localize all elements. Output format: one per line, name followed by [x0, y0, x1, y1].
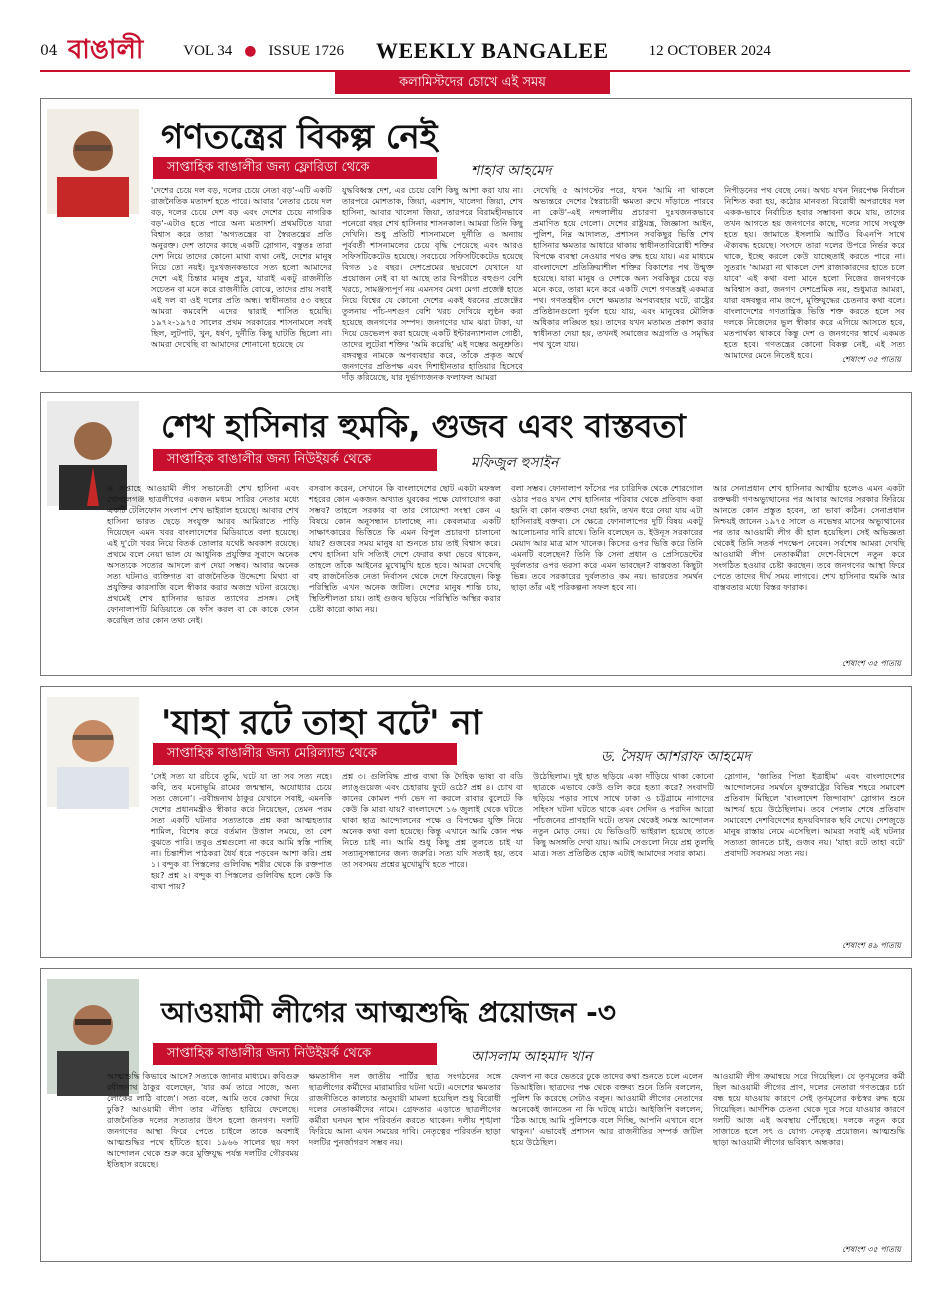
publication-logo: বাঙালী: [67, 35, 144, 65]
body-column: যুদ্ধবিধ্বস্ত দেশ, এর চেয়ে বেশি কিছু আশা করা যায় না। তারপরে মোশতাক, জিয়া, এরশাদ, খালেদা জিয়া, শেখ হাসিনা, আবার খালেদা জিয়া, তারপরে বিরামহীনভাবে পনেরো বছর শেখ হাসিনার শাসনকাল। আমরা তিনি কিছু দেখিনি। শুধু প্রতিটি শাসনামলে দুর্নীতি ও অন্যায় পূর্ববর্তী শাসনামলের চেয়ে বৃদ্ধি পেয়েছে এবং আরও সফিসটিকেটেড হয়েছে। সবচেয়ে সফিসটিকেটেড হয়েছে বিগত ১৫ বছর। দেশপ্রেমের ছদ্মবেশে যেখানে যা প্রয়োজন নেই বা যা আছে তার বিপরীতে বহুগুণ বেশি খরচে, সামঞ্জস্যপূর্ণ নয় এমনসব মেগা মেগা প্রজেক্ট হাতে নিয়ে বিশ্বের যে কোনো দেশের একই ধরনের প্রজেক্টের তুলনায় পাঁচ-দশগুণ বেশি খরচ দেখিয়ে লুণ্ঠন করা হয়েছে জনগণের সম্পদ। জনগণের ঘাম ঝরা টাকা, যা দিয়ে ডেভেলপ করা হয়েছে একটি ইন্টারন্যাশনাল গোষ্ঠী, তাদের লুটেরা শক্তির 'অমি করেছি' এই দম্ভের অনুশ্রুতি। বঙ্গবন্ধুর নামকে অপব্যবহার করে, তাঁকে প্রকৃত অর্থে জনগণের প্রতিপক্ষ এবং দিশাহীনতার হাতিয়ার হিসেবে দাঁড় করিয়েছে, যার দুর্ভাগ্যজনক ফলাফল আমরা: [342, 185, 523, 382]
publication-name: WEEKLY BANGALEE: [375, 38, 609, 63]
article-body: [47, 1071, 905, 1255]
article-headline: 'যাহা রটে তাহা বটে' না: [161, 703, 482, 743]
body-column: উঠেছিলাম। দুই হাত ছড়িয়ে একা দাঁড়িয়ে থাকা কোনো ছাত্রকে এভাবে কেউ গুলি করে হত্যা করে? সংবাদটি ছড়িয়ে পড়ার সাথে সাথে ঢাকা ও চট্টগ্রামে নাগাদের সহিংস ঘটনা ঘটতে থাকে এবং সেদিন ও পরদিন আরো পাঁচজনের প্রাণহানি ঘটে। তখন থেকেই সমস্ত আন্দোলন নতুন মোড় নেয়। যে ভিডিওটি ভাইরাল হয়েছে তাতে কিছু অসঙ্গতি দেখা যায়। আমি সেগুলো নিয়ে প্রশ্ন তুলছি মাত্র। সত্য প্রতিষ্ঠিত হোক এটাই আমাদের সবার কাম্য।: [533, 771, 714, 858]
article-author: মফিজুল হুসাইন: [471, 455, 559, 471]
article-body: [47, 771, 905, 951]
body-column: দেখেছি ৫ আগস্টের পরে, যখন 'আমি না থাকলে অভ্যন্তরে দেশের স্বৈরাচারী ক্ষমতা রুখে দাঁড়াতে পারবে না কেউ'-এই নন্দলালীয় প্রচারণা দুঃখজনকভাবে প্রমাণিত হয়ে গেলো। দেশের রাষ্ট্রযন্ত্র, জিজ্ঞাসা আইন, পুলিশ, নিম্ন আদালত, প্রশাসন সবকিছুর ভিত্তি শেখ হাসিনার ক্ষমতার আধারে থাকায় স্বাধীনতাবিরোধী শক্তির বিপক্ষে ব্যবস্থা নেওয়ার পথও রুদ্ধ হয়ে যায়। এর মাধ্যমে বাংলাদেশে প্রতিক্রিয়াশীল শক্তির বিকাশের পথ উন্মুক্ত হয়েছে। যারা মানুষ ও দেশকে অন্য সবকিছুর চেয়ে বড় মনে করে, তারা মনে করে একটি দেশে গণতন্ত্রই একমাত্র পথ। গণতন্ত্রহীন দেশে ক্ষমতার অপব্যবহার ঘটে, রাষ্ট্রের প্রতিষ্ঠানগুলো দুর্বল হয়ে যায়, এবং মানুষের মৌলিক অধিকার লঙ্ঘিত হয়। তাদের যখন মতামত প্রকাশ করার স্বাধীনতা দেয়া হয়, তখনই সমাজের অগ্রগতি ও সমৃদ্ধির পথ খুলে যায়।: [533, 185, 714, 349]
body-column: আত্মশুদ্ধি কিভাবে আসে? সত্যকে জানার মাধ্যমে। কবিগুরু রবীন্দ্রনাথ ঠাকুর বলেছেন, 'যার কর্ম তারে সাজে, অন্য লোকের লাঠি বাজে'। সত্য বলে, আমি তবে কোথা দিয়ে ঢুকি? আওয়ামী লীগ তার ঐতিহ্য হারিয়ে ফেলেছে। রাজনৈতিক দলের সত্যতার উৎস হলো জনগণ। দলটি জনগণের আস্থা ফিরে পেতে চাইলে তাকে অবশ্যই আত্মশুদ্ধির পথে হাঁটতে হবে। ১৯৬৬ সালের ছয় দফা আন্দোলন থেকে শুরু করে মুক্তিযুদ্ধ পর্যন্ত দলটির গৌরবময় ইতিহাস রয়েছে।: [107, 1071, 299, 1169]
continued-note: শেষাংশ ৪৯ পাতায়: [838, 940, 901, 953]
article-headline: গণতন্ত্রের বিকল্প নেই: [161, 117, 438, 157]
body-column: নিপীড়নের পথ বেছে নেয়। অথচ যখন নিরপেক্ষ নির্বাচন নিশ্চিত করা হয়, কঠোর মানবতা বিরোধী অপরাধের দল একক-ভাবে নির্বাচিত হবার সম্ভাবনা কমে যায়, তাদের তখন আগতে হয় জনগণের কাছে, দলের সাথে সংযুক্ত হতে হয়। জামাতে ইসলামি আর্টিও বিএনপি সাথে ঐক্যবদ্ধ হয়েছে। সংসদে তারা দলের উপরে নির্ভর করে থাকে, ইচ্ছে করলে কেউ যাচ্ছেতাই করতে পারে না। সুতরাং 'আমরা না থাকলে দেশ রাজাকারদের হাতে চলে যাবে' এই কথা বলা মানে হলো নিজের জনগণকে অবিশ্বাস করা, জনগণ দেশপ্রেমিক নয়, শুধুমাত্র আমরা, যারা বঙ্গবন্ধুর নাম জপে, মুক্তিযুদ্ধের চেতনার কথা বলে। বাংলাদেশের গণতান্ত্রিক ভিত্তি শক্ত করতে হলে সব দলকে নিজেদের ভুল স্বীকার করে এগিয়ে আসতে হবে, মতপার্থক্য থাকবে কিন্তু দেশ ও জনগণের স্বার্থে একমত হতে হবে। গণতন্ত্রের কোনো বিকল্প নেই, এই সত্য আমাদের মেনে নিতেই হবে।: [724, 185, 905, 360]
masthead: [40, 36, 910, 66]
article-source-bar: সাপ্তাহিক বাঙালীর জন্য মেরিল্যান্ড থেকে: [153, 743, 457, 765]
body-column: বলা সম্ভব। ফোনালাপ ফাঁসের পর চারিদিক থেকে শোরগোল ওঠার পরও যখন শেখ হাসিনার পরিবার থেকে প্রতিবাদ করা হয়নি বা কোন বক্তব্য দেয়া হয়নি, তখন ধরে নেয়া যায় এটা হাসিনারই বক্তব্য। সে ক্ষেত্রে ফোনালাপের দুটি বিষয় একটু আলোচনার দাবি রাখে। তিনি বলেছেন ড. ইউনূস সরকারের মেয়াদ আর মাত্র মাস খানেক। কিসের ওপর ভিত্তি করে তিনি এমনটি বলেছেন? তিনি কি সেনা প্রধান ও প্রেসিডেন্টের দুর্বলতার ওপর ভরসা করে এমন ভাবছেন? বাস্তবতা কিছুটা ভিন্ন। তবে সরকারের দুর্বলতাও কম নয়। ভারতের সমর্থন ছাড়া তাঁর এই পরিকল্পনা সফল হবে না।: [511, 483, 703, 592]
body-column: ফেলপ না করে ভেতরে ঢুকে তাদের কথা শুনতে চলে এলেন ডিআইজি। ছাত্রদের পক্ষ থেকে বক্তব্য শুনে তিনি বললেন, পুলিশ কি করেছে সেটাও বলুন। আওয়ামী লীগের নেতাদের অনেকেই জানতেন না কি ঘটছে মাঠে। আইজিপি বললেন, 'ঠিক আছে আমি পুলিশকে বলে দিচ্ছি, আপনি এখানে বসে থাকুন।' এভাবেই প্রশাসন আর রাজনীতির সম্পর্ক জটিল হয়ে উঠেছিল।: [511, 1071, 703, 1147]
section-header: কলামিস্টদের চোখে এই সময়: [335, 72, 610, 94]
body-column: স্লোগান, 'জাতির পিতা ইত্রাহীম' এবং বাংলাদেশের আন্দোলনের সমর্থনে যুক্তরাষ্ট্রের বিভিন্ন শহরে সমাবেশ প্রতিবাদ মিছিলে 'বাংলাদেশ জিন্দাবাদ' স্লোগান শুনে আশ্চর্য হয়ে উঠেছিলাম। তবে পেলাম শেষে প্রতিবাদ সমাবেশে দেশবিদেশের হৃদয়বিদারক ছবি দেখে। দেশজুড়ে মানুষ রাস্তায় নেমে এসেছিল। আমরা সবাই এই ঘটনার সত্যতা জানতে চাই, গুজব নয়। 'যাহা রটে তাহা বটে' প্রবাদটি সবসময় সত্য নয়।: [724, 771, 905, 858]
article-body: [47, 185, 905, 382]
volume-label: VOL 34: [183, 42, 233, 59]
continued-note: শেষাংশ ৩৫ পাতায়: [838, 658, 901, 671]
body-column: আওয়ামী লীগ ক্রমান্বয়ে সরে গিয়েছিল। যে তৃণমূলের কর্মী ছিল আওয়ামী লীগের প্রাণ, দলের নেতারা গণতন্ত্রের চর্চা বন্ধ হয়ে যাওয়ায় কারণে সেই তৃণমূলের কণ্ঠস্বর রুদ্ধ হয়ে গিয়েছিল। আর্দশিক চেতনা থেকে দূরে সরে যাওয়ার কারণে দলটি আজ এই অবস্থায় পৌঁছেছে। দলকে নতুন করে সাজাতে হলে সৎ ও যোগ্য নেতৃত্ব প্রয়োজন। আত্মশুদ্ধি ছাড়া আওয়ামী লীগের ভবিষ্যৎ অন্ধকার।: [713, 1071, 905, 1147]
article-headline: আওয়ামী লীগের আত্মশুদ্ধি প্রয়োজন -৩: [161, 996, 616, 1029]
bullet-icon: ●: [244, 43, 257, 59]
body-column: বসবাস করেন, সেখানে কি বাংলাদেশের ছোট একটা মফস্বল শহরের কোন একজন অখ্যাত যুবকের পক্ষে যোগাযোগ করা সম্ভব? তাহলে সরকার বা তার গোয়েন্দা সংস্থা কেন এ বিষয়ে কোন অনুসন্ধান চালাচ্ছে না। কেবলমাত্র একটি সাক্ষাৎকারের ভিত্তিতে কি এমন বিপুল প্রচারণা চালানো যায়? গুজবের সময় মানুষ যা শুনতে চায় তাই বিশ্বাস করে। শেখ হাসিনা যদি সত্যিই দেশে ফেরার কথা ভেবে থাকেন, তাহলে তাঁকে আইনের মুখোমুখি হতে হবে। আমরা দেখেছি বহু রাজনৈতিক নেতা নির্বাসন থেকে দেশে ফিরেছেন। কিন্তু পরিস্থিতি এখন অনেক জটিল। দেশের মানুষ শান্তি চায়, স্থিতিশীলতা চায়। তাই গুজব ছড়িয়ে পরিস্থিতি অস্থির করার চেষ্টা কারো কাম্য নয়।: [309, 483, 501, 614]
issue-date: 12 OCTOBER 2024: [648, 42, 771, 59]
article-box: [40, 968, 912, 1262]
article-author: ড. সৈয়দ আশরাফ আহমেদ: [601, 749, 751, 765]
body-column: ক্ষমতাসীন দল জাতীয় পার্টির ছাত্র সংগঠনের সঙ্গে ছাত্রলীগের কর্মীদের মারামারির ঘটনা ঘটে। এদেশের ক্ষমতার রাজনীতিতে কালচার অনুযায়ী মামলা হয়েছিল শুধু বিরোধী দলের নেতাকর্মীদের নামে। গ্রেফতার এড়াতে ছাত্রলীগের কর্মীরা ঘনঘন স্থান পরিবর্তন করতে থাকেন। দলীয় শৃঙ্খলা ফিরিয়ে আনা এখন সময়ের দাবি। নেতৃত্বের পরিবর্তন ছাড়া দলটির পুনর্জাগরণ সম্ভব নয়।: [309, 1071, 501, 1147]
page-number: 04: [40, 43, 58, 59]
body-column: 'সেই সত্য যা রচিবে তুমি, ঘটে যা তা সব সত্য নহে। কবি, তব মনোভূমি রামের জন্মস্থান, অযোধ্যার চেয়ে সত্য জেনো'। -রবীন্দ্রনাথ ঠাকুর যেখানে সবাই, এমনকি দেশের প্রধানমন্ত্রীও স্বীকার করে নিয়েছেন, তেমন পরম সত্য একটি ঘটনার সত্যতাকে প্রশ্ন করা আত্মহত্যার শামিল, বিশেষ করে বর্তমান উত্তাল সময়ে, তা বেশ বুঝতে পারি। তবুও প্রশ্নগুলো না করে আমি স্বস্তি পাচ্ছি না। চিন্তাশীল পাঠকরা ধৈর্য ধরে পড়বেন আশা করি। প্রশ্ন ১। বন্দুক বা পিস্তলের গুলিবিদ্ধ শরীর থেকে কি রক্তপাত হয়? প্রশ্ন ২। বন্দুক বা পিস্তলের গুলিবিদ্ধ হলে কেউ কি ব্যথা পায়?: [151, 771, 332, 891]
body-column: প্রশ্ন ৩। গুলিবিদ্ধ প্রাপ্ত ব্যথা কি দৈহিক ভাষা বা বডি ল্যাঙ্গুয়েজ এবং চেহারায় ফুটে ওঠে? প্রশ্ন ৪। চোখ বা কানের কোমল পর্দা ভেদ না করলে রাবার বুলেটে কি কেউ কি মারা যায়? বাংলাদেশে ১৬ জুলাই থেকে ঘটতে থাকা ছাত্র আন্দোলনের পক্ষে ও বিপক্ষের যুক্তি নিয়ে অনেক কথা বলা হয়েছে। কিন্তু এখানে আমি কোন পক্ষ নিতে চাই না। আমি শুধু কিছু প্রশ্ন তুলতে চাই যা সত্যানুসন্ধানের জন্য জরুরি। সত্য যদি সত্যই হয়, তবে তা সবসময় প্রশ্নের মুখোমুখি হতে পারে।: [342, 771, 523, 869]
issue-label: ISSUE 1726: [268, 42, 344, 59]
article-headline: শেখ হাসিনার হুমকি, গুজব এবং বাস্তবতা: [161, 407, 686, 445]
article-source-bar: সাপ্তাহিক বাঙালীর জন্য ফ্লোরিডা থেকে: [153, 157, 437, 179]
continued-note: শেষাংশ ৩৫ পাতায়: [838, 1244, 901, 1257]
article-source-bar: সাপ্তাহিক বাঙালীর জন্য নিউইয়র্ক থেকে: [153, 1043, 437, 1065]
article-source-bar: সাপ্তাহিক বাঙালীর জন্য নিউইয়র্ক থেকে: [153, 449, 437, 471]
body-column: 'দেশের চেয়ে দল বড়, দলের চেয়ে নেতা বড়'-এটি একটি রাজনৈতিক মতাদর্শ হতে পারে। আবার 'নেতার চেয়ে দল বড়, দলের চেয়ে দেশ বড় এবং দেশের চেয়ে নাগরিক বড়'-এটাও হতে পারে অন্য মতাদর্শ। প্রথমটিতে যারা বিশ্বাস করে তারা 'অগ্যতন্ত্রের বা স্বৈরতন্ত্রের প্রতি অনুরক্ত। দেশ তাদের কাছে একটি স্লোগান, বস্তুতঃ তারা দেশ নিয়ে তাদের কোনো মাথা ব্যথা নেই, দেশের মানুষ নিয়ে তো নয়ই। দুঃখজনকভাবে সত্য হলো আমাদের দেশে এই চিন্তার মানুষ প্রচুর, যারাই একটু রাজনীতি সচেতন বা মনে করে রাজনীতি বোঝে, তাদের প্রায় সবাই এই দল বা ওই দলের প্রতি অন্ধ। স্বাধীনতার ৫৩ বছরে আমরা কমবেশি এদের দ্বারাই শাসিত হয়েছি। ১৯৭২-১৯৭৫ সালের প্রথম সরকারের শাসনামলে সবই ছিল, লুটপাট, খুন, ধর্ষণ, দুর্নীতি কিছু ঘাটতি ছিলো না। আমরা দেখেছি বা আমাদের শোনানো হয়েছে যে: [151, 185, 332, 349]
article-body: [47, 483, 905, 669]
article-author: আসলাম আহমাদ খান: [471, 1049, 593, 1065]
article-author: শাহাব আহমেদ: [471, 163, 552, 179]
body-column: আর সেনাপ্রধান শেখ হাসিনার আত্মীয় হলেও এমন একটা রক্তক্ষয়ী গণঅভ্যুত্থানের পর আবার আগের সরকার ফিরিয়ে আনতে কোন প্রস্তুত হবেন, তা ভাবা কঠিন। সেনাপ্রধান নিশ্চয়ই জানেন ১৯৭৫ সালে ও নভেম্বর মাসের অভ্যুত্থানের পর তার আওয়ামী লীগ কী হাল হয়েছিল। সেই অভিজ্ঞতা থেকেই তিনি সতর্ক পদক্ষেপ নেবেন। সর্বশেষ আমরা দেখছি আওয়ামী লীগ নেতাকর্মীরা দেশে-বিদেশে নতুন করে সংগঠিত হওয়ার চেষ্টা করছেন। তবে জনগণের আস্থা ফিরে পেতে তাদের দীর্ঘ সময় লাগবে। শেখ হাসিনার হুমকি আর বাস্তবতার মধ্যে বিস্তর ফারাক।: [713, 483, 905, 592]
article-box: [40, 686, 912, 958]
body-column: এ সপ্তাহে আওয়ামী লীগ সভানেত্রী শেখ হাসিনা এবং গোপালগঞ্জ ছাত্রলীগের একজন মধ্যম সারির নেতার মধ্যে একটি টেলিফোন সংলাপ শেখ ভাইরাল হয়েছে। আবার শেখ হাসিনা ভারত ছেড়ে সংযুক্ত আরব আমিরাতে পাড়ি দিয়েছেন এমন খবর বাংলাদেশের মিডিয়াতে বলা হয়েছে। এই দু'টো খবর নিয়ে বিতর্ক তোলার যথেষ্ট অবকাশ রয়েছে। প্রথমে বলে নেয়া ভাল যে আধুনিক প্রযুক্তির সুবাদে অনেক অসত্যকে সত্যের আদলে রূপ দেয়া সম্ভব। আবার অনেক সত্য ঘটনাও ব্যক্তিগত বা রাজনৈতিক উদ্দেশ্যে মিথ্যা বা প্রযুক্তির কারসাজি বলে স্বীকার করার অজস্র ঘটনা রয়েছে। প্রথমেই শেখ হাসিনার ভারত ত্যাগের প্রসঙ্গ। সেই ফোনালাপটি মিডিয়াতে কে ফাঁস করল বা কে কাকে ফোন করেছিল তার কোন তথ্য নেই।: [107, 483, 299, 625]
article-box: [40, 392, 912, 676]
article-box: [40, 98, 912, 382]
continued-note: শেষাংশ ৩৫ পাতায়: [838, 354, 901, 367]
